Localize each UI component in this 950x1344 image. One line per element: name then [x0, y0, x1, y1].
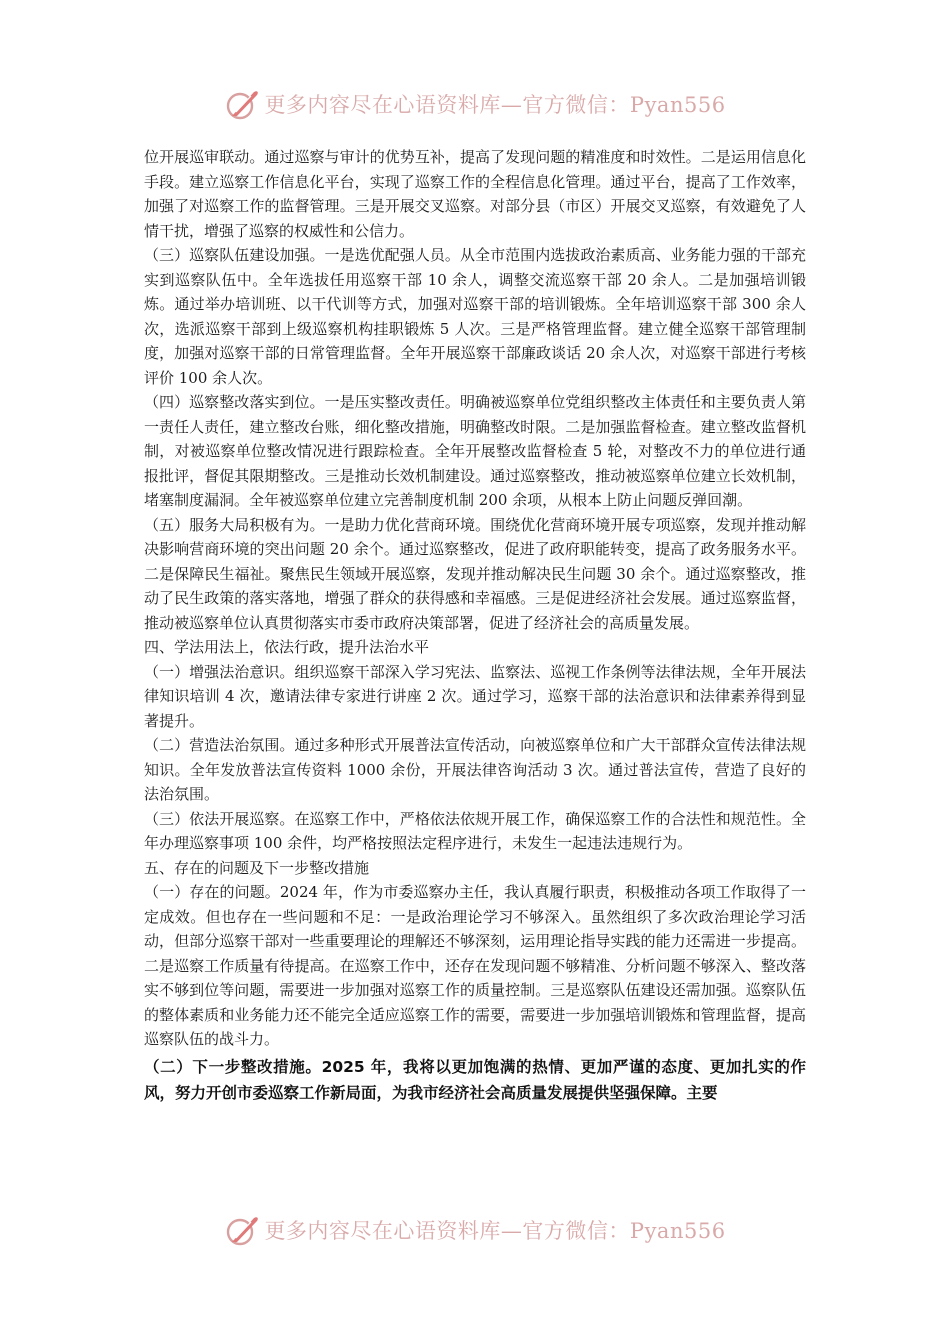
- paragraph: 位开展巡审联动。通过巡察与审计的优势互补，提高了发现问题的精准度和时效性。二是运用信息化手段。建立巡察工作信息化平台，实现了巡察工作的全程信息化管理。通过平台，提高了工作效率，加强了对巡察工作的监督管理。三是开展交叉巡察。对部分县（市区）开展交叉巡察，有效避免了人情干扰，增强了巡察的权威性和公信力。: [144, 148, 806, 240]
- paragraph: （一）增强法治意识。组织巡察干部深入学习宪法、监察法、巡视工作条例等法律法规，全年开展法律知识培训 4 次，邀请法律专家进行讲座 2 次。通过学习，巡察干部的法治意识和法律素养得到显著提升。: [144, 662, 806, 730]
- watermark-banner-top: [0, 84, 950, 124]
- paragraph: （三）巡察队伍建设加强。一是选优配强人员。从全市范围内选拔政治素质高、业务能力强的干部充实到巡察队伍中。全年选拔任用巡察干部 10 余人，调整交流巡察干部 20 余人。二是加强培训锻炼。通过举办培训班、以干代训等方式，加强对巡察干部的培训锻炼。全年培训巡察干部 300 余人次，选派巡察干部到上级巡察机构挂职锻炼 5 人次。三是严格管理监督。建立健全巡察干部管理制度，加强对巡察干部的日常管理监督。全年开展巡察干部廉政谈话 20 余人次，对巡察干部进行考核评价 100 余人次。: [144, 246, 806, 387]
- paragraph: （五）服务大局积极有为。一是助力优化营商环境。围绕优化营商环境开展专项巡察，发现并推动解决影响营商环境的突出问题 20 余个。通过巡察整改，促进了政府职能转变，提高了政务服务水平。二是保障民生福祉。聚焦民生领域开展巡察，发现并推动解决民生问题 30 余个。通过巡察整改，推动了民生政策的落实落地，增强了群众的获得感和幸福感。三是促进经济社会发展。通过巡察监督，推动被巡察单位认真贯彻落实市委市政府决策部署，促进了经济社会的高质量发展。: [144, 515, 806, 632]
- watermark-banner-bottom: [0, 1210, 950, 1250]
- paragraph: （四）巡察整改落实到位。一是压实整改责任。明确被巡察单位党组织整改主体责任和主要负责人第一责任人责任，建立整改台账，细化整改措施，明确整改时限。二是加强监督检查。建立整改监督机制，对被巡察单位整改情况进行跟踪检查。全年开展整改监督检查 5 轮，对整改不力的单位进行通报批评，督促其限期整改。三是推动长效机制建设。通过巡察整改，推动被巡察单位建立长效机制，堵塞制度漏洞。全年被巡察单位建立完善制度机制 200 余项，从根本上防止问题反弹回潮。: [144, 393, 806, 509]
- watermark-text: 更多内容尽在心语资料库—官方微信：Pyan556: [264, 93, 726, 117]
- paragraph-bold: （二）下一步整改措施。2025 年，我将以更加饱满的热情、更加严谨的态度、更加扎实的作风，努力开创市委巡察工作新局面，为我市经济社会高质量发展提供坚强保障。主要: [144, 1057, 806, 1102]
- section-heading: 五、存在的问题及下一步整改措施: [144, 858, 370, 877]
- quill-logo-icon: [224, 1212, 260, 1248]
- section-heading: 四、学法用法上，依法行政，提升法治水平: [144, 638, 430, 656]
- quill-logo-icon: [224, 86, 260, 122]
- paragraph: （三）依法开展巡察。在巡察工作中，严格依法依规开展工作，确保巡察工作的合法性和规范性。全年办理巡察事项 100 余件，均严格按照法定程序进行，未发生一起违法违规行为。: [144, 809, 806, 852]
- paragraph: （一）存在的问题。2024 年，作为市委巡察办主任，我认真履行职责，积极推动各项工作取得了一定成效。但也存在一些问题和不足：一是政治理论学习不够深入。虽然组织了多次政治理论学习活动，但部分巡察干部对一些重要理论的理解还不够深刻，运用理论指导实践的能力还需进一步提高。二是巡察工作质量有待提高。在巡察工作中，还存在发现问题不够精准、分析问题不够深入、整改落实不够到位等问题，需要进一步加强对巡察工作的质量控制。三是巡察队伍建设还需加强。巡察队伍的整体素质和业务能力还不能完全适应巡察工作的需要，需要进一步加强培训锻炼和管理监督，提高巡察队伍的战斗力。: [144, 883, 806, 1048]
- paragraph: （二）营造法治氛围。通过多种形式开展普法宣传活动，向被巡察单位和广大干部群众宣传法律法规知识。全年发放普法宣传资料 1000 余份，开展法律咨询活动 3 次。通过普法宣传，营造了良好的法治氛围。: [144, 736, 806, 803]
- watermark-text: 更多内容尽在心语资料库—官方微信：Pyan556: [264, 1219, 726, 1243]
- document-body: [144, 145, 806, 1106]
